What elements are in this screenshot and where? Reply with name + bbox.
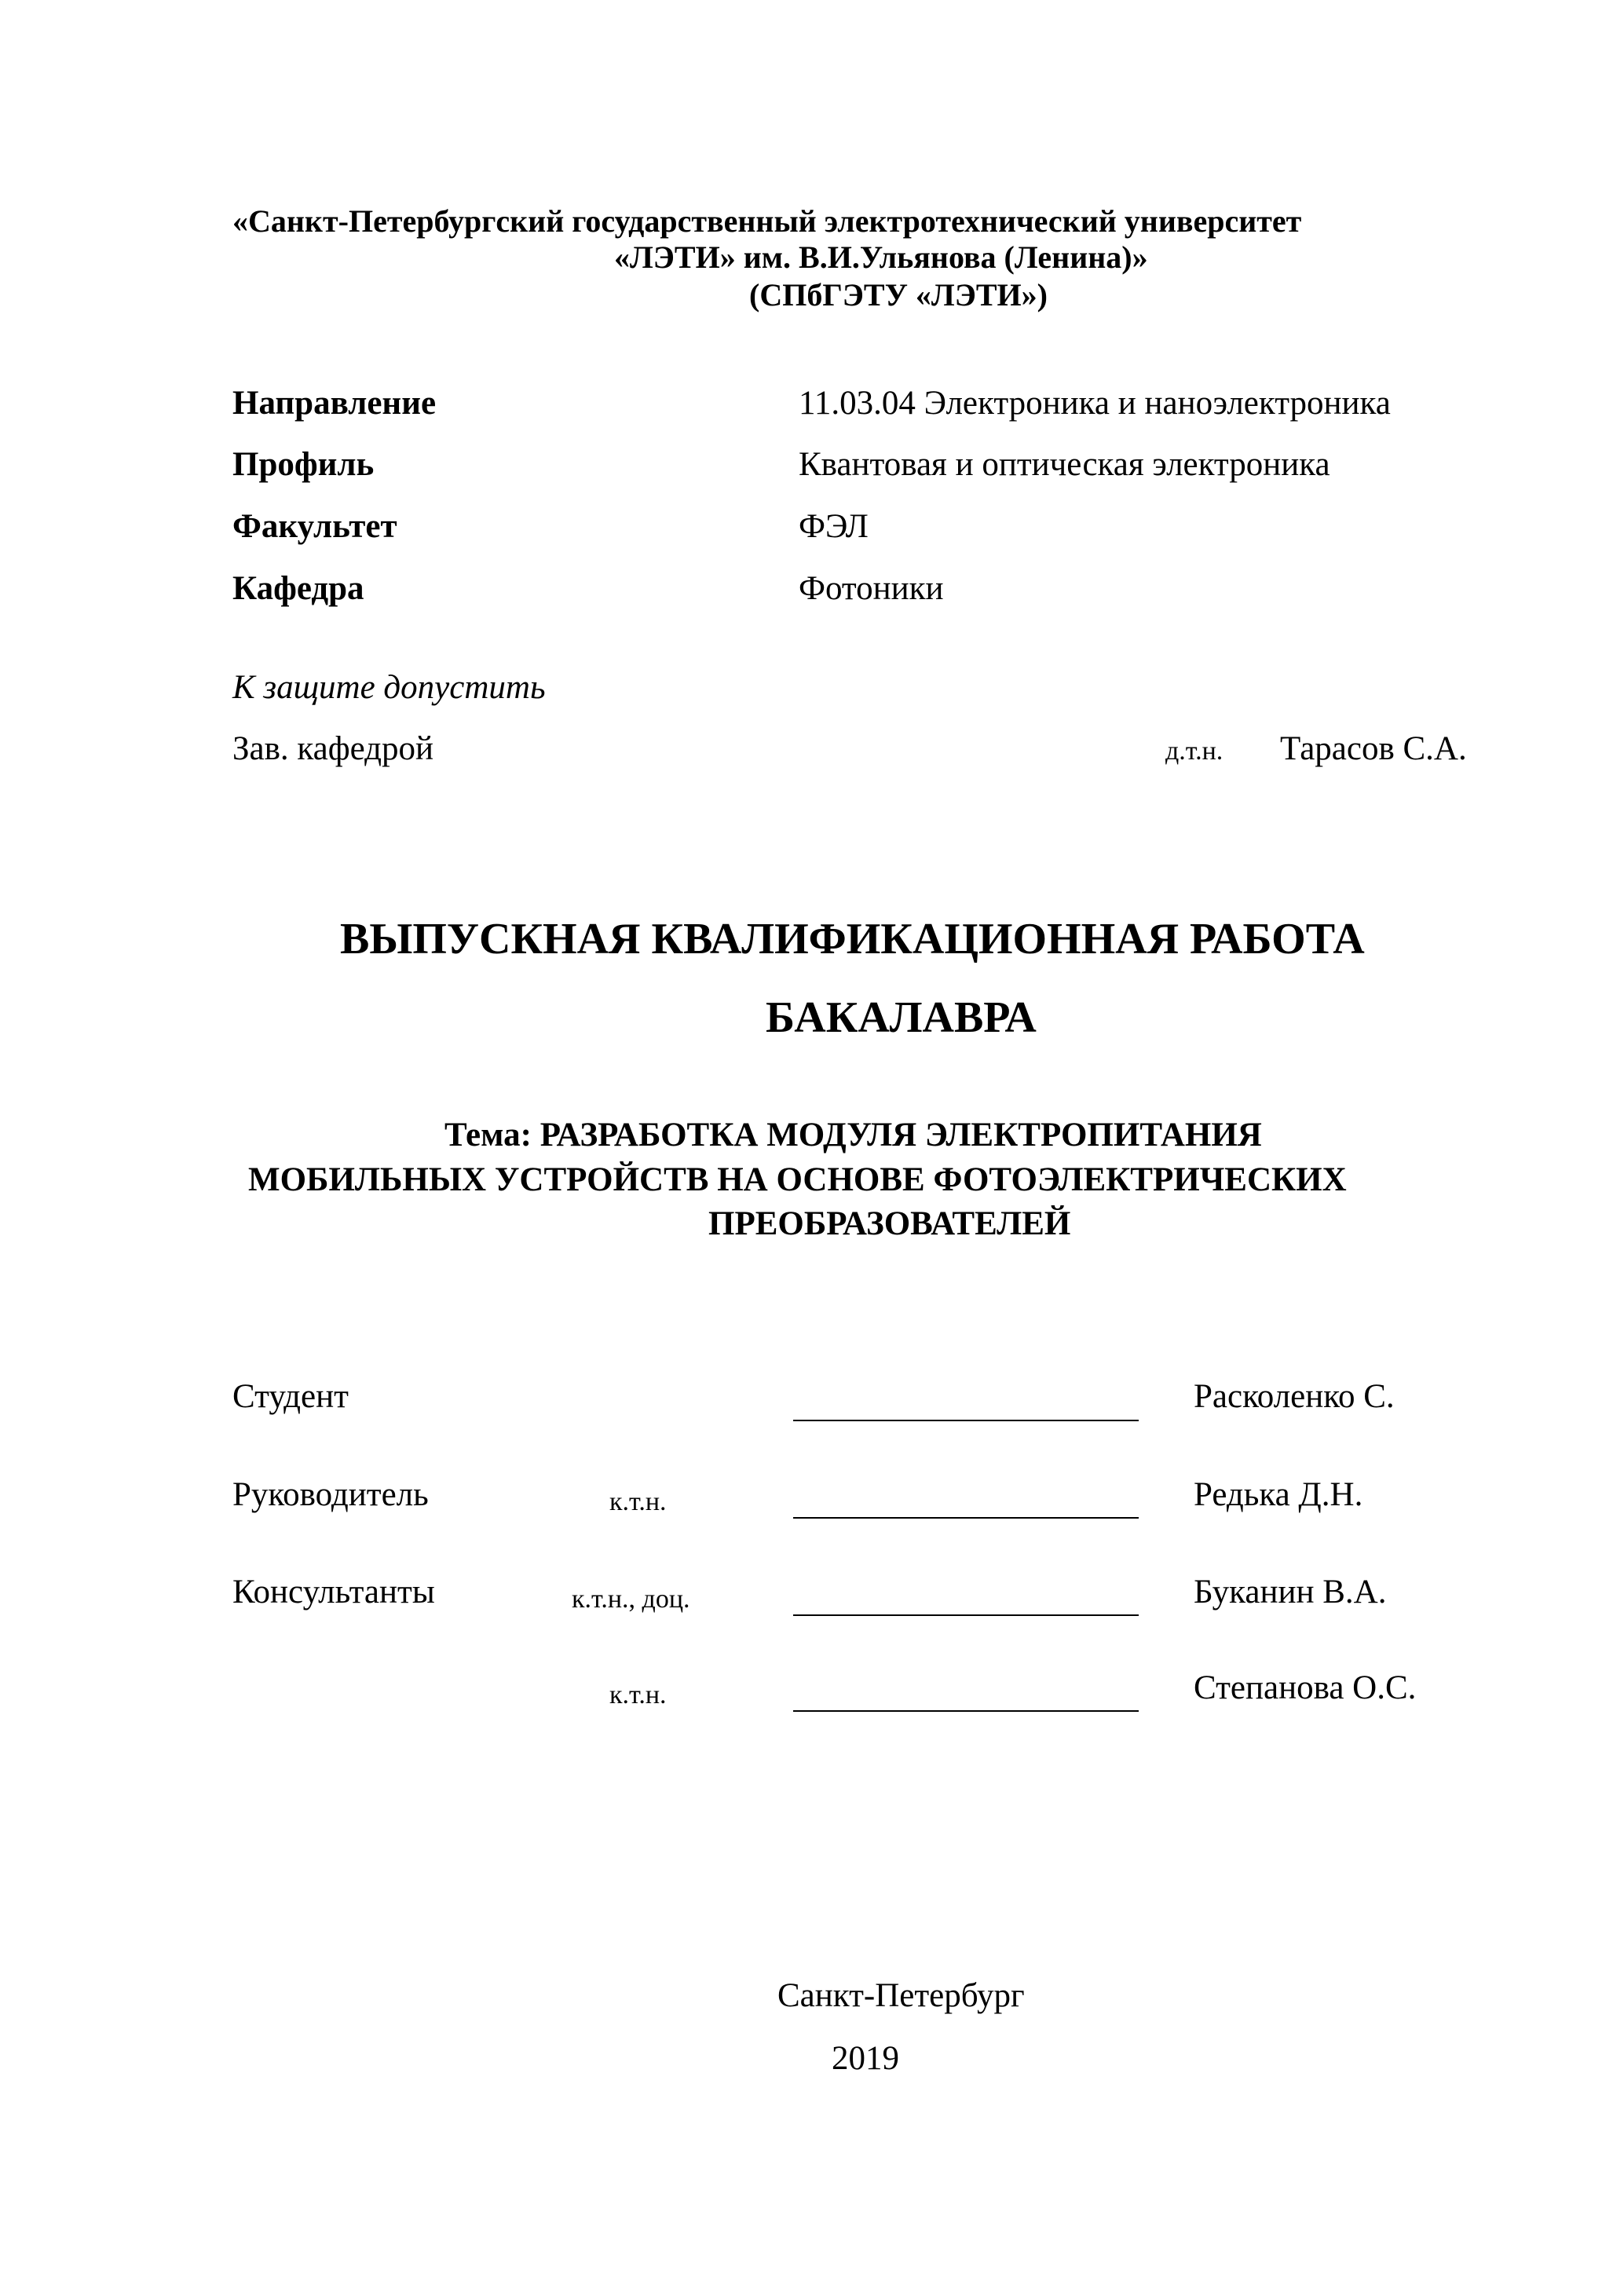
consultant2-name: Степанова О.С. (1194, 1669, 1417, 1706)
student-signature-line (793, 1420, 1139, 1421)
consultants-role: Консультанты (232, 1574, 435, 1610)
consultant1-name: Буканин В.А. (1194, 1574, 1387, 1610)
topic-line2: МОБИЛЬНЫХ УСТРОЙСТВ НА ОСНОВЕ ФОТОЭЛЕКТРИЧЕСКИХ (248, 1161, 1347, 1198)
consultant2-signature-line (793, 1710, 1139, 1712)
supervisor-role: Руководитель (232, 1476, 429, 1513)
department-value: Фотоники (799, 570, 944, 607)
work-title-line2: БАКАЛАВРА (766, 993, 1037, 1042)
student-name: Расколенко С. (1194, 1378, 1395, 1415)
approval-note: К защите допустить (232, 669, 546, 706)
student-role: Студент (232, 1378, 349, 1415)
department-label: Кафедра (232, 570, 364, 607)
university-name-line2: «ЛЭТИ» им. В.И.Ульянова (Ленина)» (614, 239, 1148, 275)
topic-line3: ПРЕОБРАЗОВАТЕЛЕЙ (708, 1205, 1071, 1242)
head-of-department-role: Зав. кафедрой (232, 730, 434, 767)
consultant1-signature-line (793, 1614, 1139, 1616)
university-name-line1: «Санкт-Петербургский государственный электротехнический университет (232, 203, 1302, 239)
direction-label: Направление (232, 385, 437, 422)
supervisor-degree: к.т.н. (609, 1487, 667, 1516)
consultant1-degree: к.т.н., доц. (572, 1585, 690, 1614)
university-abbreviation: (СПбГЭТУ «ЛЭТИ») (749, 277, 1048, 313)
faculty-value: ФЭЛ (799, 508, 869, 545)
faculty-label: Факультет (232, 508, 397, 545)
direction-value: 11.03.04 Электроника и наноэлектроника (799, 385, 1391, 422)
city: Санкт-Петербург (777, 1977, 1025, 2014)
profile-value: Квантовая и оптическая электроника (799, 446, 1330, 483)
profile-label: Профиль (232, 446, 375, 483)
head-of-department-degree: д.т.н. (1165, 737, 1223, 766)
work-title-line1: ВЫПУСКНАЯ КВАЛИФИКАЦИОННАЯ РАБОТА (340, 915, 1365, 963)
year: 2019 (832, 2040, 899, 2077)
topic-line1: Тема: РАЗРАБОТКА МОДУЛЯ ЭЛЕКТРОПИТАНИЯ (444, 1117, 1262, 1153)
supervisor-name: Редька Д.Н. (1194, 1476, 1363, 1513)
supervisor-signature-line (793, 1517, 1139, 1519)
head-of-department-name: Тарасов С.А. (1280, 730, 1467, 767)
consultant2-degree: к.т.н. (609, 1680, 667, 1709)
